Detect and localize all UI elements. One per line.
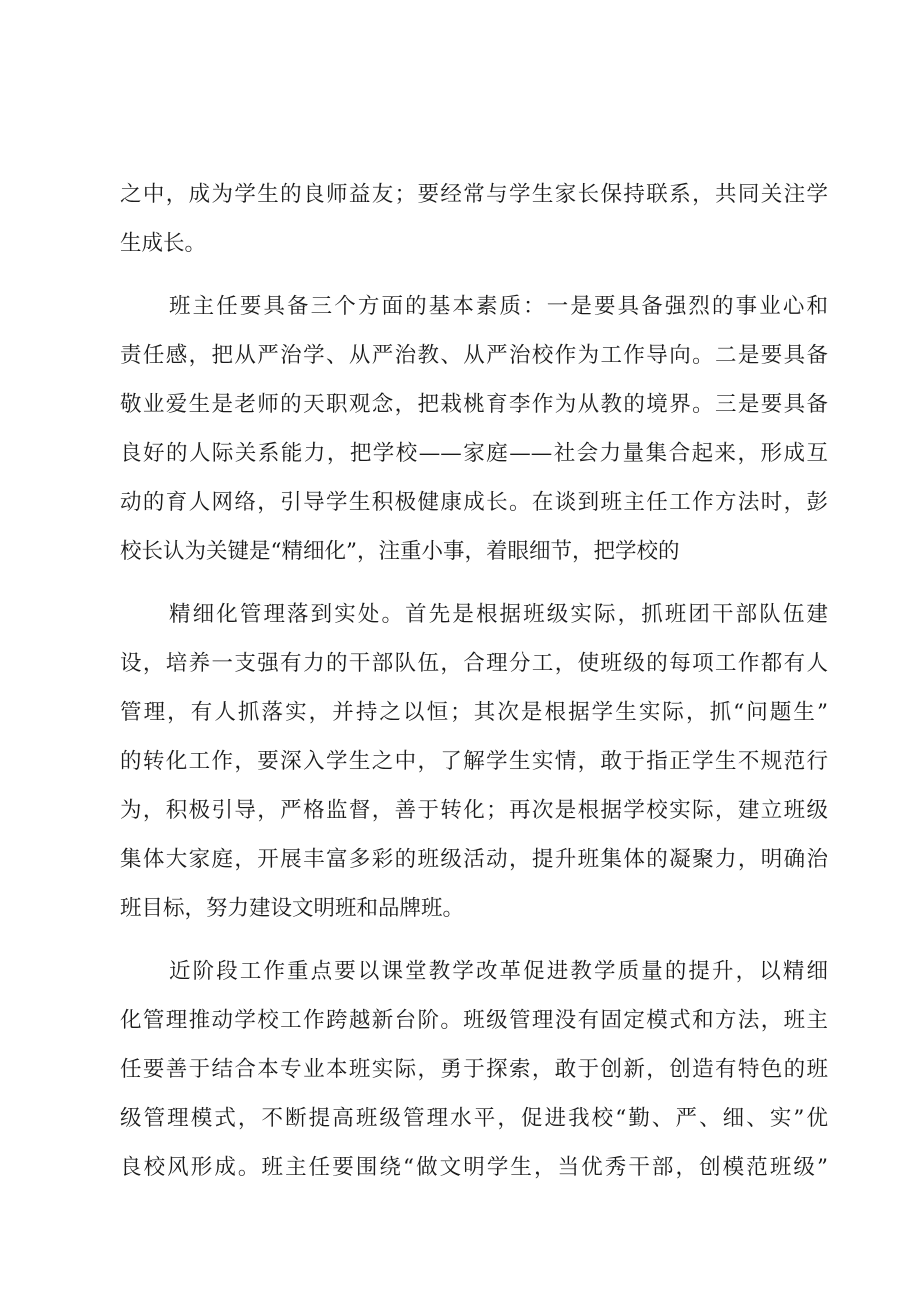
text-line: 校长认为关键是“精细化”，注重小事，着眼细节，把学校的: [120, 539, 680, 564]
text-line: 为，积极引导，严格监督，善于转化；再次是根据学校实际，建立班级: [120, 798, 828, 823]
text-line: 精细化管理落到实处。首先是根据班级实际，抓班团干部队伍建: [169, 602, 828, 627]
body-text: [120, 170, 828, 1192]
text-line: 化管理推动学校工作跨越新台阶。班级管理没有固定模式和方法，班主: [120, 1008, 828, 1033]
text-line: 集体大家庭，开展丰富多彩的班级活动，提升班集体的凝聚力，明确治: [120, 847, 828, 872]
paragraph-1: [120, 170, 828, 268]
text-line: 班目标，努力建设文明班和品牌班。: [120, 896, 465, 921]
text-line: 良好的人际关系能力，把学校——家庭——社会力量集合起来，形成互: [120, 441, 828, 466]
text-line: 生成长。: [120, 231, 207, 256]
text-line: 动的育人网络，引导学生积极健康成长。在谈到班主任工作方法时，彭: [120, 490, 828, 515]
text-line: 设，培养一支强有力的干部队伍，合理分工，使班级的每项工作都有人: [120, 651, 828, 676]
paragraph-4: [120, 947, 828, 1192]
text-line: 责任感，把从严治学、从严治教、从严治校作为工作导向。二是要具备: [120, 343, 828, 368]
text-line: 任要善于结合本专业本班实际，勇于探索，敢于创新，创造有特色的班: [120, 1057, 828, 1082]
paragraph-3: [120, 590, 828, 933]
text-line: 近阶段工作重点要以课堂教学改革促进教学质量的提升，以精细: [169, 959, 828, 984]
text-line: 管理，有人抓落实，并持之以恒；其次是根据学生实际，抓“问题生”: [120, 700, 828, 725]
text-line: 良校风形成。班主任要围绕“做文明学生，当优秀干部，创模范班级”: [120, 1155, 828, 1180]
text-line: 敬业爱生是老师的天职观念，把栽桃育李作为从教的境界。三是要具备: [120, 392, 828, 417]
text-line: 之中，成为学生的良师益友；要经常与学生家长保持联系，共同关注学: [120, 182, 828, 207]
paragraph-2: [120, 282, 828, 576]
text-line: 班主任要具备三个方面的基本素质：一是要具备强烈的事业心和: [169, 294, 828, 319]
text-line: 级管理模式，不断提高班级管理水平，促进我校“勤、严、细、实”优: [120, 1106, 828, 1131]
text-line: 的转化工作，要深入学生之中，了解学生实情，敢于指正学生不规范行: [120, 749, 828, 774]
